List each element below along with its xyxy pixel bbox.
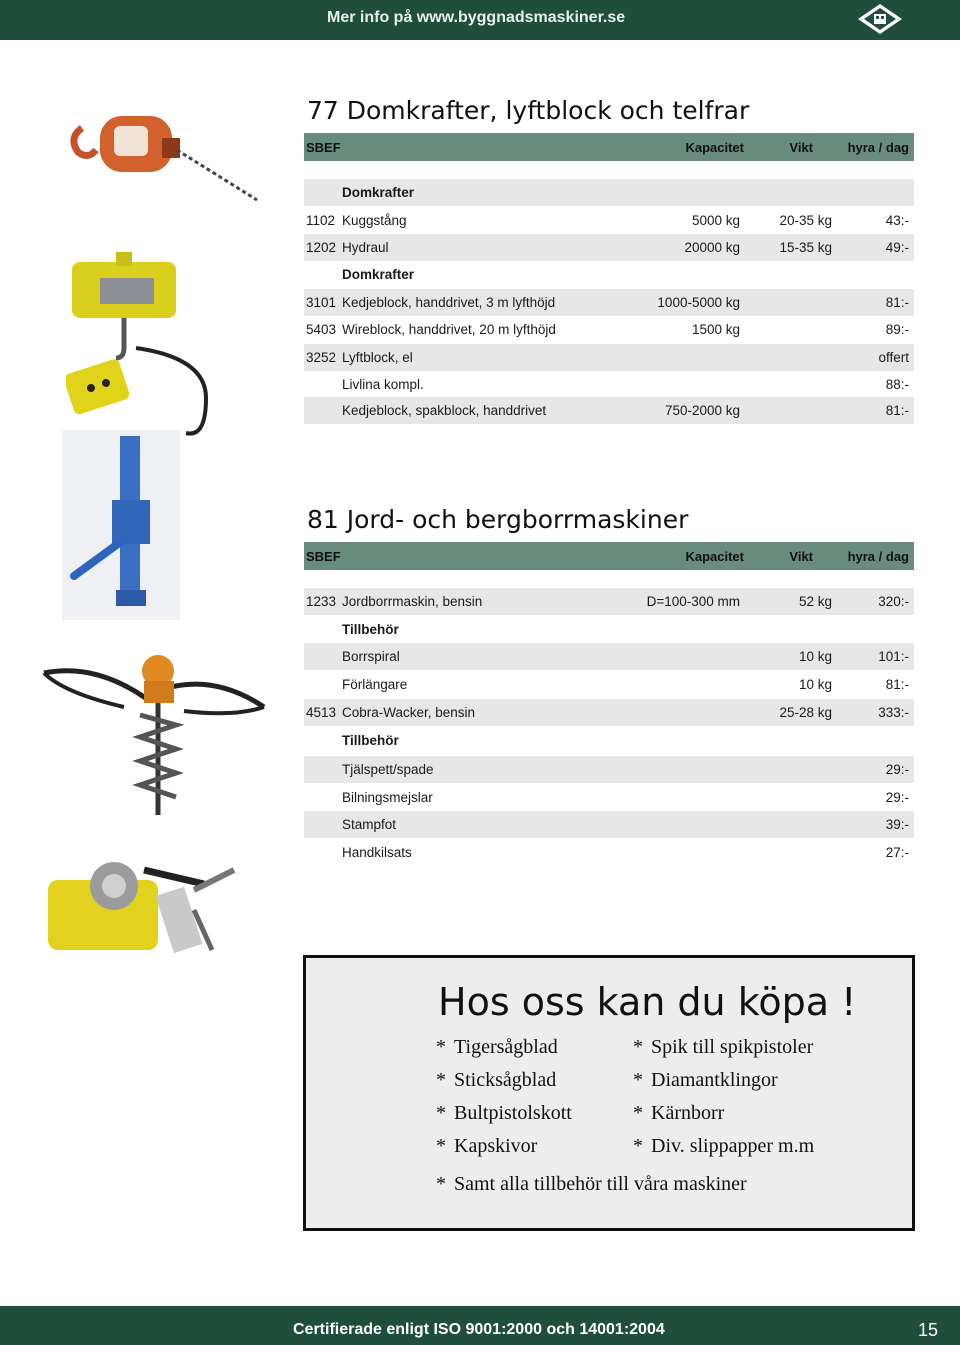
table-row [304,179,914,206]
bottom-bar [0,1306,960,1345]
promo-item-label: Spik till spikpistoler [651,1036,814,1058]
row-price: 29:- [885,790,909,805]
promo-title: Hos oss kan du köpa ! [438,980,857,1024]
bullet-icon: * [436,1135,446,1157]
row-weight: 25-28 kg [779,705,832,720]
table-row [304,811,914,838]
promo-item [436,1102,572,1125]
certification-text: Certifierade enligt ISO 9001:2000 och 14001:2004 [293,1321,665,1338]
row-name: Hydraul [342,240,389,255]
electric-hoist-image [66,248,216,438]
promo-item [633,1102,724,1125]
table-row [304,316,914,343]
promo-item [633,1135,814,1158]
row-name: Cobra-Wacker, bensin [342,705,476,720]
promo-item-label: Div. slippapper m.m [651,1135,815,1157]
row-capacity: 5000 kg [691,213,740,228]
row-price: 101:- [878,649,909,664]
promo-item [633,1036,813,1059]
row-price: 333:- [878,705,909,720]
table-header [304,542,914,570]
promo-item-label: Samt alla tillbehör till våra maskiner [454,1173,747,1195]
table-row [304,588,914,615]
row-name: Domkrafter [342,185,415,200]
row-name: Förlängare [342,677,408,692]
col-sbef: SBEF [306,549,341,564]
row-capacity: D=100-300 mm [646,594,740,609]
col-vikt: Vikt [789,140,813,155]
table-row [304,344,914,371]
row-code: 4513 [306,705,337,720]
row-code: 1102 [306,213,336,228]
row-code: 1202 [306,240,337,255]
row-price: 320:- [878,594,909,609]
row-name: Tillbehör [342,733,399,748]
col-sbef: SBEF [306,140,341,155]
row-price: 27:- [885,845,909,860]
promo-item [436,1135,537,1158]
promo-item [436,1036,558,1059]
row-name: Domkrafter [342,267,415,282]
table-row [304,784,914,811]
row-price: offert [878,350,909,365]
breaker-hammer-image [44,850,244,960]
col-kapacitet: Kapacitet [685,140,744,155]
table-header [304,133,914,161]
table-row [304,839,914,866]
row-name: Kedjeblock, handdrivet, 3 m lyfthöjd [342,295,556,310]
bullet-icon: * [633,1135,643,1157]
row-price: 89:- [885,322,909,337]
col-hyra: hyra / dag [847,549,909,564]
row-name: Livlina kompl. [342,377,424,392]
row-weight: 15-35 kg [779,240,832,255]
row-code: 3252 [306,350,337,365]
bullet-icon: * [633,1069,643,1091]
row-name: Bilningsmejslar [342,790,433,805]
bullet-icon: * [436,1102,446,1124]
row-price: 43:- [885,213,909,228]
table-row [304,397,914,424]
bullet-icon: * [436,1069,446,1091]
row-name: Kuggstång [342,213,407,228]
company-logo-icon [856,2,904,36]
row-name: Lyftblock, el [342,350,413,365]
row-capacity: 750-2000 kg [664,403,740,418]
row-name: Borrspiral [342,649,400,664]
table-row [304,727,914,754]
promo-item-label: Tigersågblad [454,1036,558,1058]
promo-item-label: Kapskivor [454,1135,538,1157]
row-price: 81:- [885,295,909,310]
table-row [304,756,914,783]
promo-item [436,1069,556,1092]
earth-auger-image [40,645,272,825]
row-price: 81:- [885,403,909,418]
section-title-domkrafter: 77 Domkrafter, lyftblock och telfrar [307,96,750,125]
promo-box [303,955,915,1231]
table-row [304,371,914,398]
row-price: 88:- [885,377,909,392]
table-row [304,234,914,261]
chain-hoist-image [62,108,262,208]
website-link[interactable]: Mer info på www.byggnadsmaskiner.se [327,9,626,26]
row-price: 49:- [885,240,909,255]
row-weight: 52 kg [798,594,832,609]
bullet-icon: * [633,1102,643,1124]
row-weight: 10 kg [798,677,832,692]
bullet-icon: * [633,1036,643,1058]
table-row [304,289,914,316]
table-row [304,261,914,288]
col-hyra: hyra / dag [847,140,909,155]
table-row [304,207,914,234]
table-row [304,616,914,643]
row-name: Stampfot [342,817,397,832]
table-row [304,671,914,698]
row-name: Tillbehör [342,622,399,637]
row-capacity: 20000 kg [684,240,740,255]
page-number: 15 [918,1320,939,1340]
bullet-icon: * [436,1173,446,1195]
section-title-borrmaskiner: 81 Jord- och bergborrmaskiner [307,505,689,534]
promo-item-label: Kärnborr [651,1102,725,1124]
row-weight: 10 kg [798,649,832,664]
table-row [304,699,914,726]
row-name: Tjälspett/spade [342,762,434,777]
row-capacity: 1000-5000 kg [657,295,740,310]
rack-jack-image [62,430,180,620]
row-weight: 20-35 kg [779,213,832,228]
promo-item-label: Diamantklingor [651,1069,778,1091]
row-price: 81:- [885,677,909,692]
row-capacity: 1500 kg [691,322,740,337]
row-code: 1233 [306,594,337,609]
row-price: 29:- [885,762,909,777]
col-vikt: Vikt [789,549,813,564]
bullet-icon: * [436,1036,446,1058]
promo-item [633,1069,778,1092]
row-code: 3101 [306,295,337,310]
col-kapacitet: Kapacitet [685,549,744,564]
promo-item-label: Bultpistolskott [454,1102,572,1124]
promo-item-label: Sticksågblad [454,1069,557,1091]
row-name: Handkilsats [342,845,412,860]
row-name: Jordborrmaskin, bensin [342,594,483,609]
row-price: 39:- [885,817,909,832]
row-name: Kedjeblock, spakblock, handdrivet [342,403,547,418]
promo-item [436,1173,747,1196]
row-name: Wireblock, handdrivet, 20 m lyfthöjd [342,322,556,337]
row-code: 5403 [306,322,337,337]
table-row [304,643,914,670]
top-bar [0,0,960,40]
